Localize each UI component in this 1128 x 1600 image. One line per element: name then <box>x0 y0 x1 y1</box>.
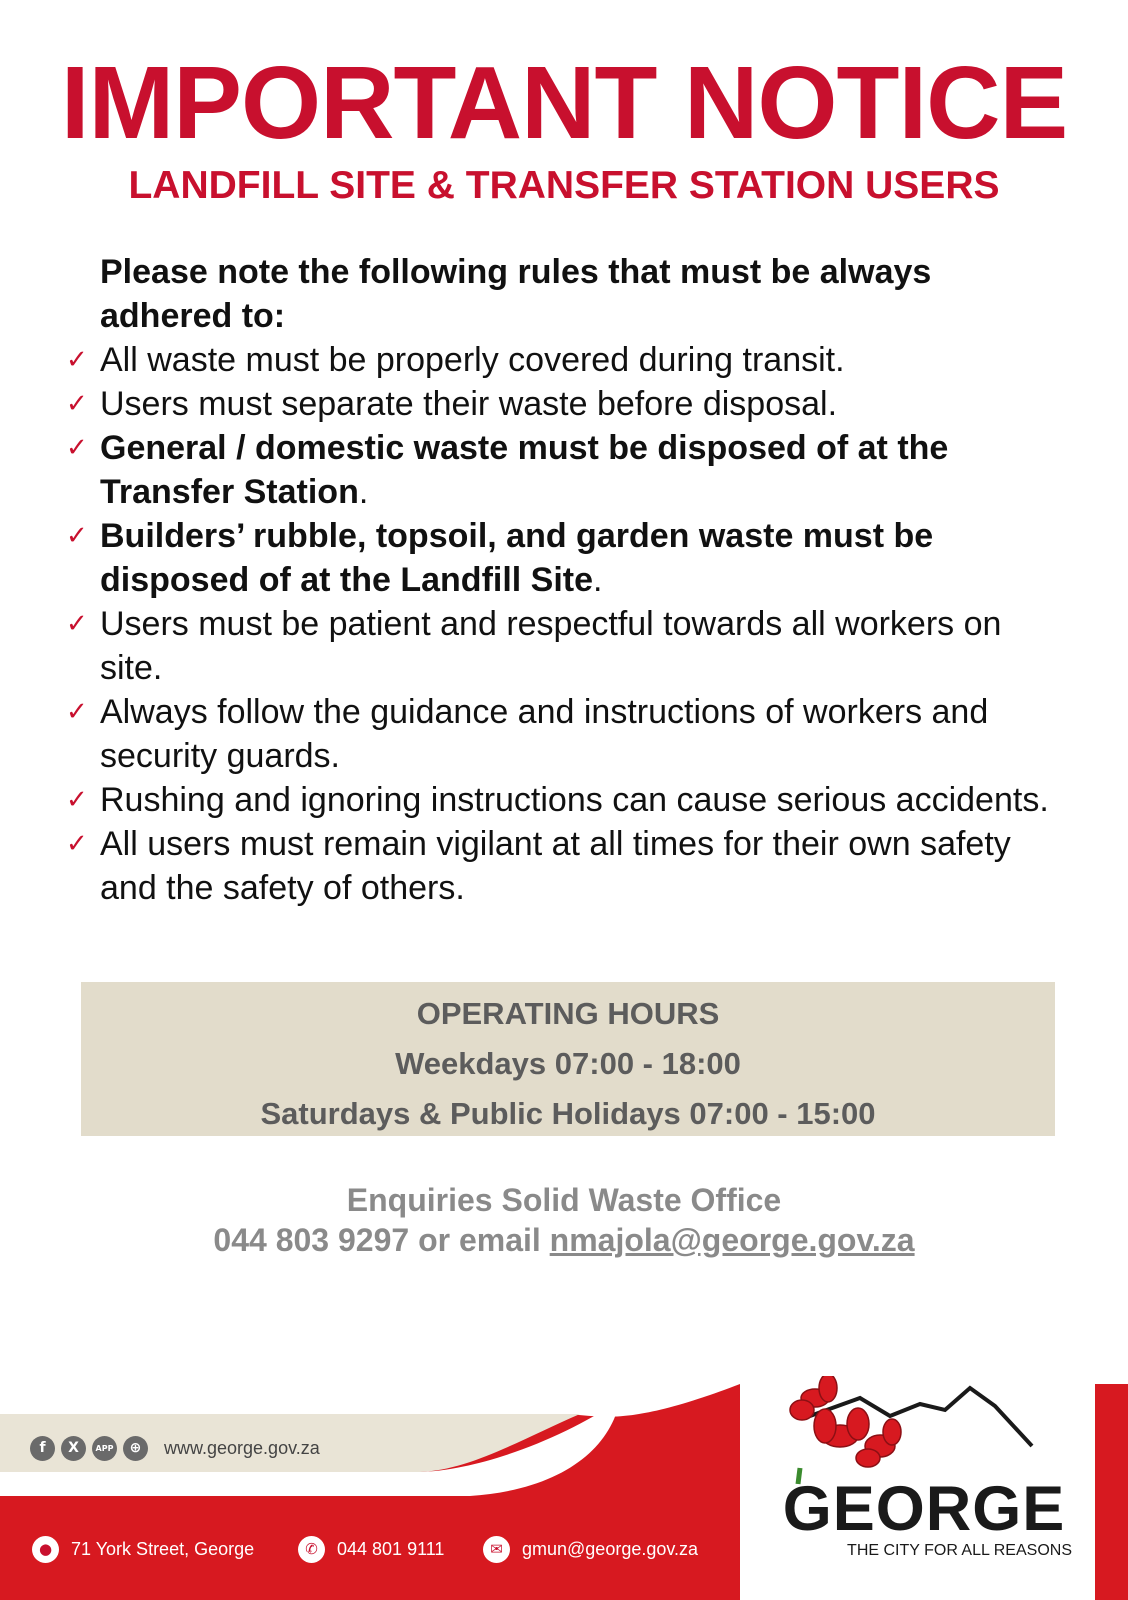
location-pin-icon: ● <box>32 1536 59 1563</box>
x-icon[interactable]: X <box>61 1436 86 1461</box>
phone-icon: ✆ <box>298 1536 325 1563</box>
check-icon: ✓ <box>66 389 88 419</box>
footer-phone-text[interactable]: 044 801 9111 <box>337 1538 445 1559</box>
rule-item <box>66 822 1066 910</box>
page-subtitle: LANDFILL SITE & TRANSFER STATION USERS <box>128 164 1000 207</box>
george-logo-flowers <box>770 1376 1070 1486</box>
check-icon: ✓ <box>66 829 88 859</box>
rule-text: Always follow the guidance and instructions of workers and security guards. <box>100 693 989 775</box>
check-icon: ✓ <box>66 785 88 815</box>
enquiries <box>0 1180 1128 1260</box>
app-icon[interactable]: APP <box>92 1436 117 1461</box>
check-icon: ✓ <box>66 345 88 375</box>
rule-item <box>66 382 1066 426</box>
footer-email <box>483 1531 698 1567</box>
rule-text: Users must separate their waste before disposal. <box>100 385 838 423</box>
rule-bold-text: General / domestic waste must be disposed of at the Transfer Station <box>100 429 949 511</box>
hours-saturdays: Saturdays & Public Holidays 07:00 - 15:00 <box>260 1096 876 1131</box>
logo-wordmark: GEORGE <box>782 1474 1066 1544</box>
rule-text: All waste must be properly covered during transit. <box>100 341 845 379</box>
rule-item <box>66 778 1066 822</box>
check-icon: ✓ <box>66 521 88 551</box>
footer-email-text[interactable]: gmun@george.gov.za <box>522 1538 699 1559</box>
check-icon: ✓ <box>66 433 88 463</box>
enquiries-phone: 044 803 9297 or email <box>213 1222 550 1258</box>
rules-list <box>66 338 1066 910</box>
rule-item <box>66 338 1066 382</box>
footer-wave <box>0 1380 760 1600</box>
enquiries-heading: Enquiries Solid Waste Office <box>346 1182 782 1218</box>
rule-item <box>66 602 1066 690</box>
page-title: IMPORTANT NOTICE <box>60 45 1068 160</box>
check-icon: ✓ <box>66 697 88 727</box>
rule-bold-text: Builders’ rubble, topsoil, and garden waste must be disposed of at the Landfill Site <box>100 517 934 599</box>
rule-item <box>66 426 1066 514</box>
hours-weekdays: Weekdays 07:00 - 18:00 <box>395 1046 741 1081</box>
footer-address <box>32 1531 254 1567</box>
footer-phone <box>298 1531 444 1567</box>
footer-address-text: 71 York Street, George <box>71 1538 255 1559</box>
globe-icon[interactable]: ⊕ <box>123 1436 148 1461</box>
footer-website[interactable]: www.george.gov.za <box>164 1437 320 1458</box>
facebook-icon[interactable]: f <box>30 1436 55 1461</box>
rule-item <box>66 690 1066 778</box>
rule-text: . <box>593 561 603 599</box>
rule-text: . <box>358 473 369 511</box>
enquiries-contact <box>0 1220 1128 1260</box>
rule-text: All users must remain vigilant at all times for their own safety and the safety of others. <box>100 825 1011 907</box>
mail-icon: ✉ <box>483 1536 510 1563</box>
operating-hours-box <box>81 982 1055 1136</box>
social-links <box>30 1433 320 1463</box>
check-icon: ✓ <box>66 609 88 639</box>
enquiries-email-link[interactable]: nmajola@george.gov.za <box>549 1222 915 1258</box>
hours-title: OPERATING HOURS <box>416 996 720 1031</box>
rule-text: Rushing and ignoring instructions can cause serious accidents. <box>100 781 1049 819</box>
rule-item <box>66 514 1066 602</box>
logo-tagline: THE CITY FOR ALL REASONS <box>847 1542 1072 1559</box>
footer-red-bar <box>1095 1384 1128 1600</box>
rule-text: Users must be patient and respectful towards all workers on site. <box>100 605 1002 687</box>
rules-intro: Please note the following rules that must be always adhered to: <box>100 253 932 335</box>
